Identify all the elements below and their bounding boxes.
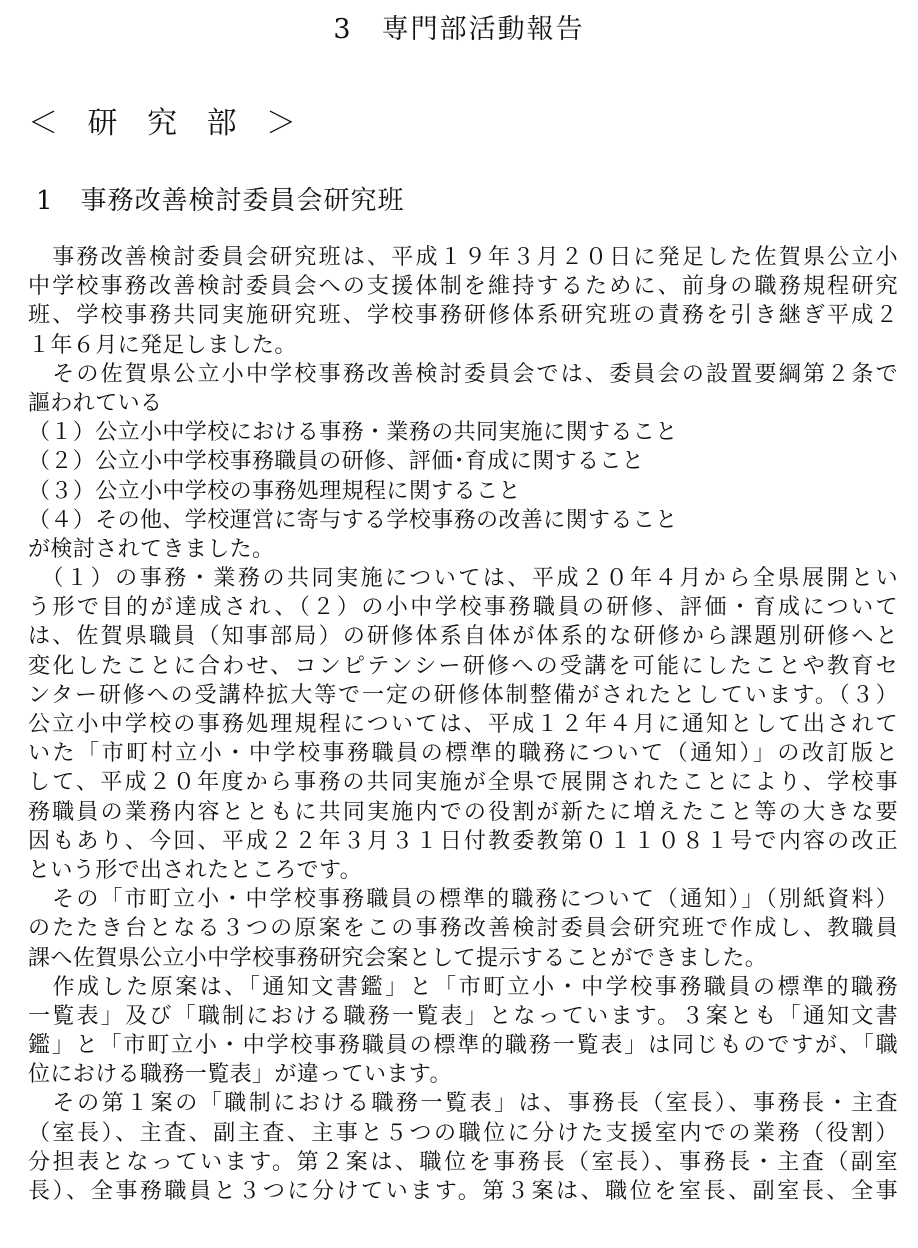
page-title: 3 専門部活動報告 (333, 14, 585, 45)
body-line: 鑑」と「市町立小・中学校事務職員の標準的職務一覧表」は同じものですが、「職 (28, 1033, 898, 1059)
body-line: 班、学校事務共同実施研究班、学校事務研修体系研究班の責務を引き継ぎ平成２ (28, 303, 898, 329)
body-line: 事務改善検討委員会研究班は、平成１９年３月２０日に発足した佐賀県公立小 (28, 245, 898, 270)
body-line: 因もあり、今回、平成２２年３月３１日付教委教第０１１０８１号で内容の改正 (28, 828, 898, 854)
body-line: は、佐賀県職員（知事部局）の研修体系自体が体系的な研修から課題別研修へと (28, 624, 898, 650)
body-line: ンター研修への受講枠拡大等で一定の研修体制整備がされたとしています。（３） (28, 682, 898, 708)
body-line: という形で出されたところです。 (28, 857, 363, 883)
body-line: 作成した原案は、「通知文書鑑」と「市町立小・中学校事務職員の標準的職務 (28, 974, 898, 1000)
body-line: 長）、全事務職員と３つに分けています。第３案は、職位を室長、副室長、全事 (28, 1179, 898, 1204)
body-line: その「市町立小・中学校事務職員の標準的職務について（通知）」（別紙資料） (28, 887, 898, 913)
subsection-heading: 1 事務改善検討委員会研究班 (36, 186, 405, 216)
body-line: （室長）、主査、副主査、主事と５つの職位に分けた支援室内での業務（役割） (28, 1120, 898, 1146)
body-line: 課へ佐賀県公立小中学校事務研究会案として提示することができました。 (28, 945, 768, 971)
body-line: 公立小中学校の事務処理規程については、平成１２年４月に通知として出されて (28, 712, 898, 737)
body-line: う形で目的が達成され、（２）の小中学校事務職員の研修、評価・育成について (28, 595, 898, 621)
list-item: （４）その他、学校運営に寄与する学校事務の改善に関すること (28, 507, 678, 533)
section-heading: ＜ 研 究 部 ＞ (28, 106, 307, 141)
list-item: （３）公立小中学校の事務処理規程に関すること (28, 478, 521, 504)
body-line: 変化したことに合わせ、コンピテンシー研修への受講を可能にしたことや教育セ (28, 653, 898, 679)
body-line: １年６月に発足しました。 (28, 332, 297, 358)
list-item: （１）公立小中学校における事務・業務の共同実施に関すること (28, 420, 678, 446)
body-line: が検討されてきました。 (28, 536, 275, 562)
body-line: 中学校事務改善検討委員会への支援体制を維持するために、前身の職務規程研究 (28, 274, 898, 300)
body-line: その第１案の「職制における職務一覧表」は、事務長（室長）、事務長・主査 (28, 1091, 898, 1117)
body-text (28, 243, 898, 1206)
body-line: （１）の事務・業務の共同実施については、平成２０年４月から全県展開とい (28, 566, 898, 592)
body-line: 一覧表」及び「職制における職務一覧表」となっています。３案とも「通知文書 (28, 1003, 898, 1029)
list-item: （２）公立小中学校事務職員の研修、評価･育成に関すること (28, 449, 645, 475)
body-line: 謳われている (28, 390, 163, 416)
body-line: のたたき台となる３つの原案をこの事務改善検討委員会研究班で作成し、教職員 (28, 916, 898, 942)
body-line: して、平成２０年度から事務の共同実施が全県で展開されたことにより、学校事 (28, 770, 898, 796)
body-line: 務職員の業務内容とともに共同実施内での役割が新たに増えたこと等の大きな要 (28, 799, 898, 825)
body-line: その佐賀県公立小中学校事務改善検討委員会では、委員会の設置要綱第２条で (28, 361, 898, 387)
body-line: 位における職務一覧表」が違っています。 (28, 1062, 452, 1088)
body-line: 分担表となっています。第２案は、職位を事務長（室長）、事務長・主査（副室 (28, 1149, 898, 1175)
body-line: いた「市町村立小・中学校事務職員の標準的職務について（通知）」の改訂版と (28, 741, 898, 767)
